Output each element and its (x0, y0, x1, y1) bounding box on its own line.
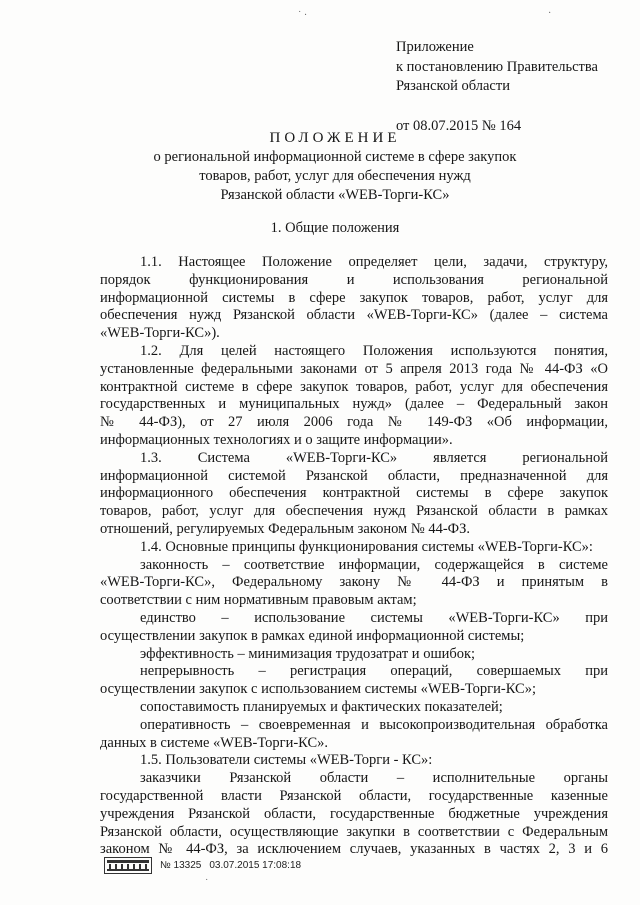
body-line: данных в системе «WEB-Торги-КС». (100, 734, 329, 751)
body-line: установленные федеральными законами от 5 апреля 2013 года № 44-ФЗ «О (100, 360, 608, 377)
subtitle-line: Рязанской области «WEB-Торги-КС» (220, 187, 450, 203)
appendix-label: Приложение (396, 39, 474, 55)
body-line: контрактной системе в сфере закупок товаров, работ, услуг для обеспечения (100, 378, 608, 395)
body-line: информационного обеспечения контрактной системы в сфере закупок (100, 485, 608, 502)
appendix-region: Рязанской области (396, 78, 510, 94)
body-line: законность – соответствие информации, содержащейся в системе (140, 556, 608, 573)
body-line: осуществлении закупок с использованием системы «WEB-Торги-КС»; (100, 681, 536, 698)
subtitle-line: о региональной информационной системе в сфере закупок (153, 149, 517, 165)
body-line: непрерывность – регистрация операций, совершаемых при (140, 663, 608, 680)
section-heading: 1. Общие положения (270, 220, 400, 236)
body-line: 1.5. Пользователи системы «WEB-Торги - КС»: (140, 752, 433, 769)
body-line: 1.4. Основные принципы функционирования системы «WEB-Торги-КС»: (140, 538, 593, 555)
appendix-block (396, 38, 598, 136)
subtitle-line: товаров, работ, услуг для обеспечения нужд (199, 168, 471, 184)
body-line: государственных и муниципальных нужд» (далее – Федеральный закон (100, 396, 608, 413)
body-line: осуществлении закупок в рамках единой информационной системы; (100, 627, 525, 644)
body-line: информационных технологиях и о защите информации». (100, 431, 453, 448)
scan-speck: · (548, 8, 552, 19)
appendix-resolution: к постановлению Правительства (396, 58, 598, 75)
body-line: «WEB-Торги-КС»). (100, 325, 220, 342)
body-line: 1.3. Система «WEB-Торги-КС» является региональной (140, 449, 608, 466)
scan-speck: ˙ (205, 878, 209, 889)
document-title: ПОЛОЖЕНИЕ (269, 130, 401, 146)
body-line: эффективность – минимизация трудозатрат и ошибок; (140, 645, 476, 662)
registration-stamp (104, 856, 301, 874)
body-line: обеспечения нужд Рязанской области «WEB-Торги-КС» (далее – система (100, 307, 608, 324)
scan-speck: ˙ · (298, 10, 308, 21)
document-body (100, 254, 608, 859)
body-line: отношений, регулируемых Федеральным законом № 44-ФЗ. (100, 520, 470, 537)
body-line: законом № 44-ФЗ, за исключением случаев, указанных в частях 2, 3 и 6 (100, 841, 608, 858)
body-line: сопоставимость планируемых и фактических показателей; (140, 698, 503, 715)
body-line: оперативность – своевременная и высокопроизводительная обработка (140, 716, 608, 733)
body-line: Рязанской области, осуществляющие закупки в соответствии с Федеральным (100, 823, 608, 840)
body-line: соответствии с ним нормативным правовым актам; (100, 592, 417, 609)
body-line: порядок функционирования и использования региональной (100, 271, 608, 288)
body-line: учреждения Рязанской области, государственные бюджетные учреждения (100, 805, 608, 822)
body-line: единство – использование системы «WEB-Торги-КС» при (140, 609, 608, 626)
appendix-date: от 08.07.2015 № 164 (396, 117, 522, 134)
body-line: товаров, работ, услуг для обеспечения нужд Рязанской области в рамках (100, 503, 608, 520)
body-line: 1.1. Настоящее Положение определяет цели, задачи, структуру, (140, 254, 608, 270)
official-logo-icon (104, 857, 152, 874)
registration-number: № 13325 (160, 859, 202, 871)
body-line: 1.2. Для целей настоящего Положения используются понятия, (140, 342, 608, 359)
body-line: государственной власти Рязанской области, государственные казенные (100, 787, 608, 804)
body-line: информационной системой Рязанской области, предназначенной для (100, 467, 608, 484)
body-line: № 44-ФЗ), от 27 июля 2006 года № 149-ФЗ «Об информации, (100, 414, 608, 431)
body-line: заказчики Рязанской области – исполнительные органы (140, 770, 608, 787)
document-subtitle (100, 148, 570, 205)
registration-timestamp: 03.07.2015 17:08:18 (209, 859, 302, 871)
body-line: информационной системы в сфере закупок товаров, работ, услуг для (100, 289, 608, 306)
body-line: «WEB-Торги-КС», Федеральному закону № 44-ФЗ и принятым в (100, 574, 608, 591)
building-icon (106, 859, 150, 872)
